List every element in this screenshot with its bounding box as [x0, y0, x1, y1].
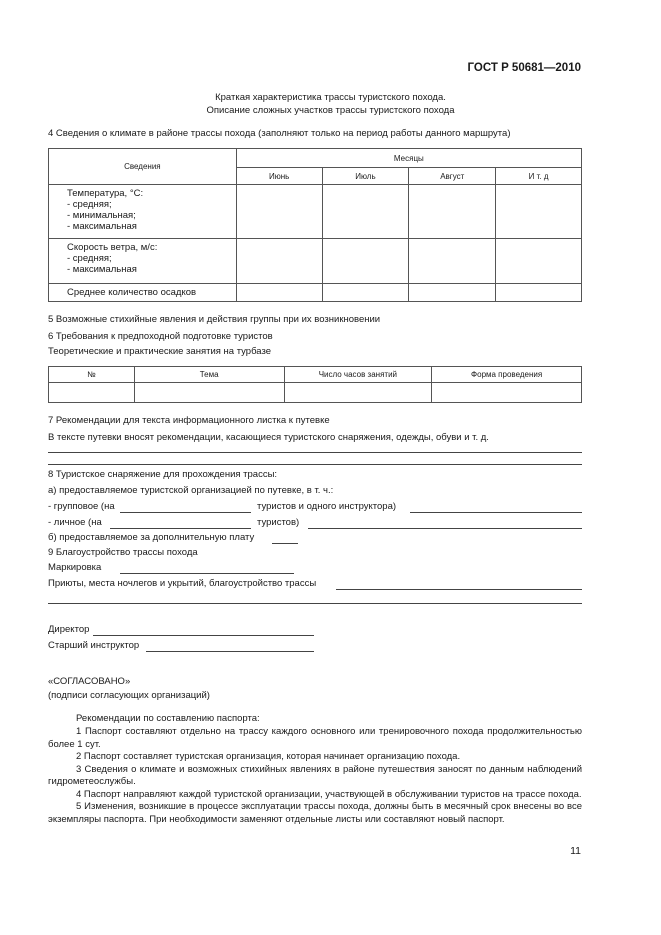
- climate-row-label: Температура, °С: - средняя; - минимальная; - максимальная: [49, 185, 237, 239]
- section-8-title: 8 Туристское снаряжение для прохождения трассы:: [48, 469, 278, 480]
- group-tourists-count-field[interactable]: [120, 512, 251, 513]
- shelters-field[interactable]: [336, 589, 582, 590]
- recommendations-list: [48, 726, 582, 826]
- group-equipment-suffix: туристов и одного инструктора): [257, 501, 397, 512]
- training-col-topic: Тема: [134, 367, 284, 383]
- section-5-title: 5 Возможные стихийные явления и действия группы при их возникновении: [48, 314, 381, 325]
- page-number: 11: [570, 845, 581, 857]
- senior-instructor-signature-field[interactable]: [146, 651, 314, 652]
- marking-label: Маркировка: [48, 562, 102, 573]
- fill-line[interactable]: [48, 603, 582, 604]
- table-row: [49, 383, 582, 403]
- table-cell[interactable]: [409, 239, 496, 284]
- shelters-label: Приюты, места ночлегов и укрытий, благоустройство трассы: [48, 578, 317, 589]
- section-4-title: 4 Сведения о климате в районе трассы похода (заполняют только на период работы данного маршрута): [48, 128, 511, 139]
- table-cell[interactable]: [322, 185, 409, 239]
- training-table: [48, 366, 582, 403]
- table-cell[interactable]: [236, 185, 322, 239]
- recommendation-item: 1 Паспорт составляют отдельно на трассу каждого основного или тренировочного похода продолжительностью более 1 сут.: [48, 726, 582, 750]
- month-header: Июнь: [236, 168, 322, 185]
- section-7-title: 7 Рекомендации для текста информационного листка к путевке: [48, 415, 330, 426]
- table-cell[interactable]: [236, 239, 322, 284]
- table-cell[interactable]: [322, 239, 409, 284]
- section-6-subtitle: Теоретические и практические занятия на турбазе: [48, 346, 272, 357]
- table-cell[interactable]: [284, 383, 432, 403]
- page-title-line-2: Описание сложных участков трассы туристского похода: [206, 105, 455, 116]
- table-cell[interactable]: [134, 383, 284, 403]
- personal-equipment-suffix: туристов): [257, 517, 300, 528]
- climate-row-label: Скорость ветра, м/с: - средняя; - максимальная: [49, 239, 237, 284]
- section-9-title: 9 Благоустройство трассы похода: [48, 547, 198, 558]
- personal-equipment-label: - личное (на: [48, 517, 102, 528]
- recommendation-item: 5 Изменения, возникшие в процессе эксплуатации трассы похода, должны быть в месячный срок внесены во все экземпляры паспорта. При необходимости заменяют отдельные листы или составляют новый паспорт.: [48, 801, 582, 825]
- fill-line[interactable]: [48, 464, 582, 465]
- table-cell[interactable]: [496, 284, 582, 302]
- director-label: Директор: [48, 624, 90, 635]
- approved-note: (подписи согласующих организаций): [48, 690, 210, 701]
- section-8-a: а) предоставляемое туристской организацией по путевке, в т. ч.:: [48, 485, 334, 496]
- month-header: И т. д: [496, 168, 582, 185]
- table-cell[interactable]: [322, 284, 409, 302]
- recommendations-title: Рекомендации по составлению паспорта:: [76, 713, 260, 724]
- section-7-text: В тексте путевки вносят рекомендации, касающиеся туристского снаряжения, одежды, обуви и т. д.: [48, 432, 489, 443]
- recommendation-item: 4 Паспорт направляют каждой туристской организации, участвующей в обслуживании туристов на трассе похода.: [76, 788, 582, 800]
- fill-line[interactable]: [48, 452, 582, 453]
- paid-equipment-field[interactable]: [272, 543, 298, 544]
- month-header: Июль: [322, 168, 409, 185]
- table-row: [49, 239, 582, 284]
- approved-label: «СОГЛАСОВАНО»: [48, 676, 131, 687]
- personal-tourists-count-field[interactable]: [110, 528, 251, 529]
- fill-line[interactable]: [410, 512, 582, 513]
- climate-table: [48, 148, 582, 302]
- page-title-line-1: Краткая характеристика трассы туристского похода.: [215, 92, 446, 103]
- section-6-title: 6 Требования к предпоходной подготовке туристов: [48, 331, 273, 342]
- table-cell[interactable]: [496, 185, 582, 239]
- recommendation-item: 2 Паспорт составляет туристская организация, которая начинает организацию похода.: [76, 751, 461, 762]
- table-row: [49, 185, 582, 239]
- recommendation-item: 3 Сведения о климате и возможных стихийных явлениях в районе путешествия заносят по данным наблюдений гидрометеослужбы.: [48, 763, 582, 787]
- table-row: [49, 284, 582, 302]
- table-cell[interactable]: [236, 284, 322, 302]
- climate-row-label: Среднее количество осадков: [49, 284, 237, 302]
- training-col-hours: Число часов занятий: [284, 367, 432, 383]
- fill-line[interactable]: [308, 528, 582, 529]
- table-cell[interactable]: [49, 383, 135, 403]
- table-cell[interactable]: [409, 284, 496, 302]
- table-cell[interactable]: [496, 239, 582, 284]
- table-cell[interactable]: [409, 185, 496, 239]
- director-signature-field[interactable]: [93, 635, 314, 636]
- climate-col-info: Сведения: [49, 149, 237, 185]
- section-8-b: б) предоставляемое за дополнительную плату: [48, 532, 255, 543]
- training-col-number: №: [49, 367, 135, 383]
- climate-col-months: Месяцы: [236, 149, 581, 168]
- training-col-form: Форма проведения: [432, 367, 582, 383]
- marking-field[interactable]: [120, 573, 294, 574]
- document-header: ГОСТ Р 50681—2010: [467, 62, 581, 74]
- group-equipment-label: - групповое (на: [48, 501, 115, 512]
- month-header: Август: [409, 168, 496, 185]
- table-cell[interactable]: [432, 383, 582, 403]
- senior-instructor-label: Старший инструктор: [48, 640, 140, 651]
